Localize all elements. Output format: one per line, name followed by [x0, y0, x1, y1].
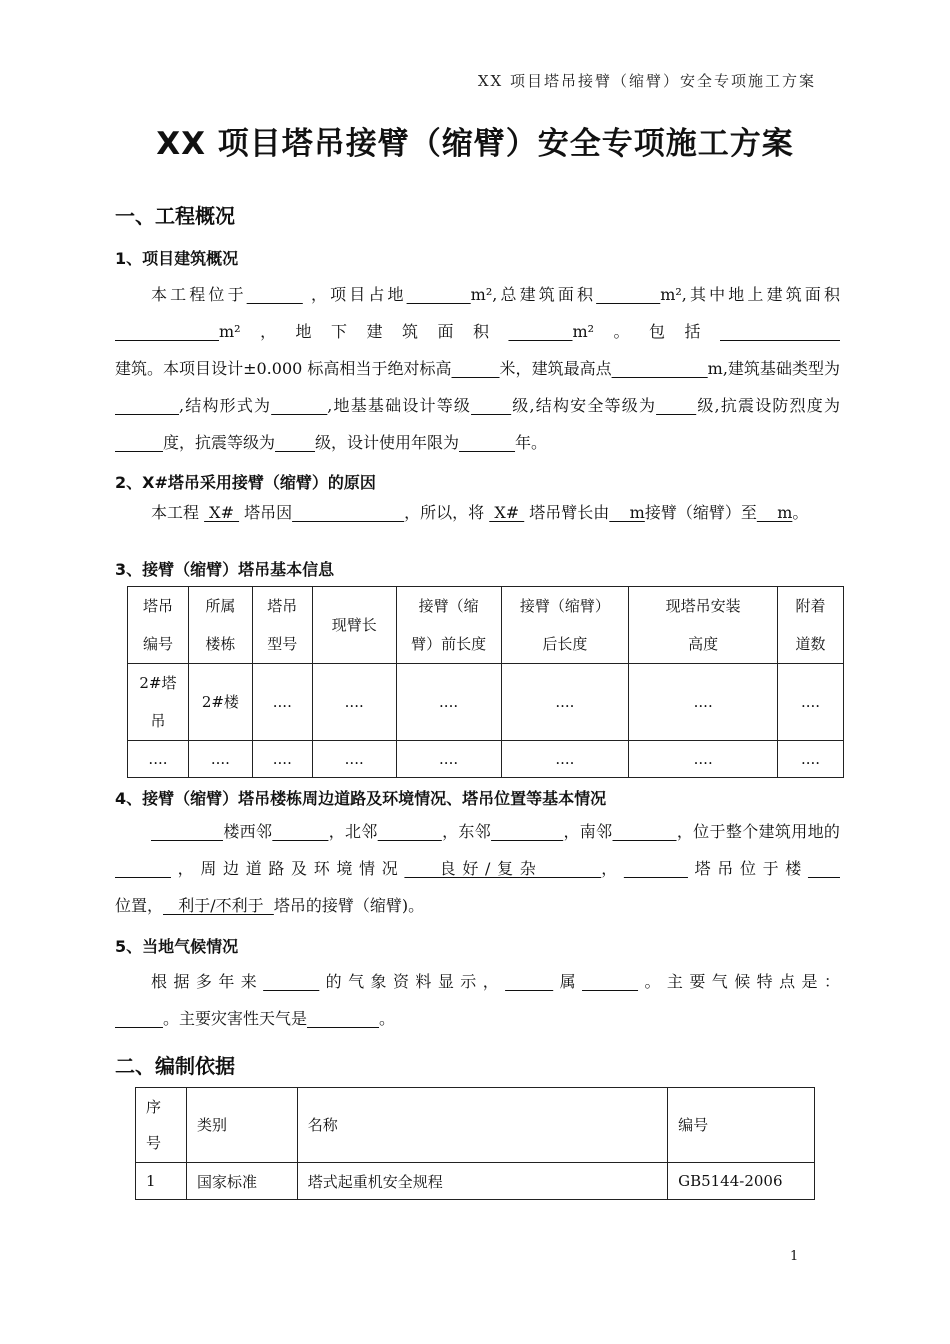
paragraph-climate — [115, 963, 840, 1037]
fill-blank: _______ — [271, 396, 328, 415]
document-title: XX 项目塔吊接臂（缩臂）安全专项施工方案 — [156, 126, 794, 162]
paragraph-text: 本工程位于 — [151, 285, 247, 304]
paragraph-text: 根据多年来 — [151, 972, 264, 991]
subheading-crane-info: 3、接臂（缩臂）塔吊基本信息 — [115, 560, 335, 579]
fill-blank: 利于/不利于 — [163, 896, 274, 915]
paragraph-text: ，所以，将 — [404, 503, 490, 522]
cell-text: 塔吊 — [142, 597, 173, 615]
cell-text: 现塔吊安装 — [665, 597, 741, 615]
table-cell — [501, 741, 629, 778]
cell-text: 类别 — [196, 1116, 227, 1134]
cell-text: .... — [800, 750, 821, 768]
fill-blank: X# — [204, 503, 240, 522]
fill-blank: ______ — [505, 972, 554, 991]
cell-text: .... — [272, 693, 292, 711]
header-cell — [297, 1088, 667, 1163]
header-cell — [668, 1088, 815, 1163]
cell-text: 现臂长 — [331, 616, 377, 634]
table-cell — [297, 1163, 667, 1200]
table-cell — [778, 741, 844, 778]
paragraph-text: 位置， — [115, 896, 164, 915]
table-cell — [629, 741, 778, 778]
paragraph-surroundings — [115, 813, 840, 924]
cell-text: .... — [344, 750, 364, 768]
paragraph-text: m,建筑基础类型为 — [707, 359, 840, 378]
fill-blank: _________ — [491, 822, 564, 841]
paragraph-text: m²，地下建筑面积 — [219, 322, 509, 341]
paragraph-text: 级,抗震设防烈度为 — [696, 396, 840, 415]
fill-blank: ________ — [406, 285, 471, 304]
table-row — [136, 1163, 815, 1200]
cell-text: 1 — [146, 1172, 156, 1190]
cell-text: 道数 — [795, 635, 826, 653]
paragraph-text: 米，建筑最高点 — [499, 359, 612, 378]
table-cell — [312, 741, 396, 778]
cell-text: 号 — [146, 1134, 162, 1152]
paragraph-text: 楼西邻 — [223, 822, 273, 841]
table-cell — [128, 741, 189, 778]
table-cell — [136, 1163, 187, 1200]
cell-text: 编号 — [678, 1116, 709, 1134]
cell-text: 塔吊 — [267, 597, 298, 615]
cell-text: 附着 — [795, 597, 826, 615]
paragraph-text: ，周边道路及环境情况 — [171, 859, 405, 878]
table-cell — [629, 664, 778, 741]
cell-text: 接臂（缩臂） — [519, 597, 610, 615]
table-cell — [252, 741, 312, 778]
header-cell — [312, 587, 396, 664]
paragraph-text: 塔吊因 — [239, 503, 293, 522]
fill-blank: ________ — [596, 285, 661, 304]
cell-text: .... — [148, 750, 168, 768]
header-cell — [136, 1088, 187, 1163]
table-cell — [396, 664, 501, 741]
fill-blank: _______________ — [720, 322, 840, 341]
header-cell — [128, 587, 189, 664]
subheading-surroundings: 4、接臂（缩臂）塔吊楼栋周边道路及环境情况、塔吊位置等基本情况 — [115, 789, 607, 808]
paragraph-text: ，南邻 — [563, 822, 613, 841]
cell-text: 所属 — [205, 597, 236, 615]
cell-text: .... — [272, 750, 292, 768]
fill-blank: 良好/复杂 — [404, 859, 602, 878]
fill-blank: _____ — [275, 433, 316, 452]
cell-text: .... — [439, 750, 459, 768]
table-cell — [778, 664, 844, 741]
cell-text: 后长度 — [542, 635, 588, 653]
fill-blank: ______ — [115, 433, 163, 452]
fill-blank: _______ — [115, 859, 171, 878]
fill-blank: _____ — [656, 396, 697, 415]
table-row — [128, 741, 844, 778]
paragraph-text: 的气象资料显示， — [319, 972, 506, 991]
fill-blank: _______ — [263, 972, 320, 991]
cell-text: .... — [555, 750, 575, 768]
paragraph-project-overview — [115, 276, 840, 461]
section-heading-overview: 一、工程概况 — [115, 204, 235, 228]
paragraph-text: 。 — [379, 1009, 396, 1028]
table-row — [128, 664, 844, 741]
running-header: XX 项目塔吊接臂（缩臂）安全专项施工方案 — [477, 72, 816, 90]
paragraph-text: m²。包括 — [572, 322, 720, 341]
table-cell — [188, 741, 252, 778]
page-number: 1 — [790, 1249, 799, 1264]
cell-text: .... — [800, 693, 821, 711]
header-cell — [501, 587, 629, 664]
cell-text: 塔式起重机安全规程 — [307, 1172, 443, 1191]
fill-blank: _______ — [459, 433, 516, 452]
header-cell — [252, 587, 312, 664]
subheading-project-overview: 1、项目建筑概况 — [115, 249, 239, 268]
fill-blank: _________ — [151, 822, 223, 841]
cell-text: 楼栋 — [205, 635, 236, 653]
cell-text: 吊 — [150, 712, 166, 730]
cell-text: 编号 — [142, 635, 173, 653]
paragraph-text: 。 — [792, 503, 809, 522]
paragraph-text: ,地基基础设计等级 — [327, 396, 472, 415]
cell-text: 接臂（缩 — [418, 597, 479, 615]
paragraph-text: 级，设计使用年限为 — [315, 433, 460, 452]
paragraph-text: 。主要气候特点是： — [638, 972, 840, 991]
basis-table — [135, 1087, 815, 1200]
subheading-climate: 5、当地气候情况 — [115, 937, 239, 956]
paragraph-text: 塔吊位于楼 — [687, 859, 808, 878]
fill-blank: _____ — [471, 396, 512, 415]
cell-text: .... — [555, 693, 575, 711]
section-heading-basis: 二、编制依据 — [115, 1054, 235, 1078]
paragraph-text: 。主要灾害性天气是 — [163, 1009, 308, 1028]
fill-blank: _______ — [272, 822, 329, 841]
paragraph-text: m²,总建筑面积 — [470, 285, 597, 304]
fill-blank: ______ — [451, 359, 500, 378]
paragraph-text: 度，抗震等级为 — [163, 433, 276, 452]
cell-text: 高度 — [688, 635, 719, 653]
paragraph-text: m²,其中地上建筑面积 — [660, 285, 840, 304]
cell-text: 型号 — [267, 635, 298, 653]
table-cell — [186, 1163, 297, 1200]
paragraph-text: ,结构形式为 — [179, 396, 272, 415]
cell-text: 2#塔 — [139, 674, 177, 692]
fill-blank: ________ — [377, 822, 442, 841]
fill-blank: ________ — [508, 322, 573, 341]
fill-blank: ____ — [807, 859, 840, 878]
cell-text: 序 — [146, 1098, 162, 1116]
cell-text: 2#楼 — [201, 693, 239, 711]
cell-text: .... — [210, 750, 230, 768]
paragraph-text: 塔吊臂长由 — [524, 503, 610, 522]
header-cell — [188, 587, 252, 664]
subheading-arm-reason: 2、X#塔吊采用接臂（缩臂）的原因 — [115, 473, 376, 492]
table-cell — [668, 1163, 815, 1200]
fill-blank: ______________ — [292, 503, 405, 522]
fill-blank: ________ — [623, 859, 688, 878]
fill-blank: m — [609, 503, 645, 522]
cell-text: .... — [344, 693, 364, 711]
table-cell — [252, 664, 312, 741]
header-cell — [186, 1088, 297, 1163]
cell-text: .... — [693, 750, 713, 768]
fill-blank: ________ — [612, 822, 677, 841]
paragraph-text: ， — [601, 859, 624, 878]
header-cell — [629, 587, 778, 664]
table-cell — [312, 664, 396, 741]
fill-blank: m — [756, 503, 793, 522]
cell-text: 臂）前长度 — [411, 635, 487, 653]
fill-blank: _________ — [307, 1009, 380, 1028]
table-cell — [188, 664, 252, 741]
paragraph-text: ，项目占地 — [302, 285, 407, 304]
cell-text: 名称 — [307, 1116, 338, 1134]
table-cell — [128, 664, 189, 741]
paragraph-text: ，东邻 — [441, 822, 492, 841]
fill-blank: ______ — [115, 1009, 163, 1028]
cell-text: .... — [693, 693, 713, 711]
paragraph-arm-reason — [115, 494, 840, 531]
paragraph-text: 建筑。本项目设计±0.000 标高相当于绝对标高 — [115, 359, 452, 378]
paragraph-text: ，北邻 — [328, 822, 378, 841]
paragraph-text: 属 — [553, 972, 583, 991]
header-cell — [778, 587, 844, 664]
fill-blank: _____________ — [115, 322, 219, 341]
paragraph-text: 塔吊的接臂（缩臂)。 — [273, 896, 425, 915]
fill-blank: X# — [489, 503, 525, 522]
fill-blank: ________ — [115, 396, 179, 415]
cell-text: 国家标准 — [196, 1172, 257, 1191]
fill-blank: ____________ — [611, 359, 708, 378]
table-cell — [396, 741, 501, 778]
fill-blank: _______ — [246, 285, 303, 304]
table-header-row — [128, 587, 844, 664]
fill-blank: _______ — [582, 972, 639, 991]
paragraph-text: 接臂（缩臂）至 — [644, 503, 757, 522]
header-cell — [396, 587, 501, 664]
table-cell — [501, 664, 629, 741]
crane-info-table — [127, 586, 844, 778]
paragraph-text: ，位于整个建筑用地的 — [676, 822, 840, 841]
paragraph-text: 级,结构安全等级为 — [511, 396, 657, 415]
paragraph-text: 年。 — [515, 433, 548, 452]
table-header-row — [136, 1088, 815, 1163]
paragraph-text: 本工程 — [151, 503, 205, 522]
cell-text: GB5144-2006 — [678, 1172, 783, 1190]
cell-text: .... — [439, 693, 459, 711]
